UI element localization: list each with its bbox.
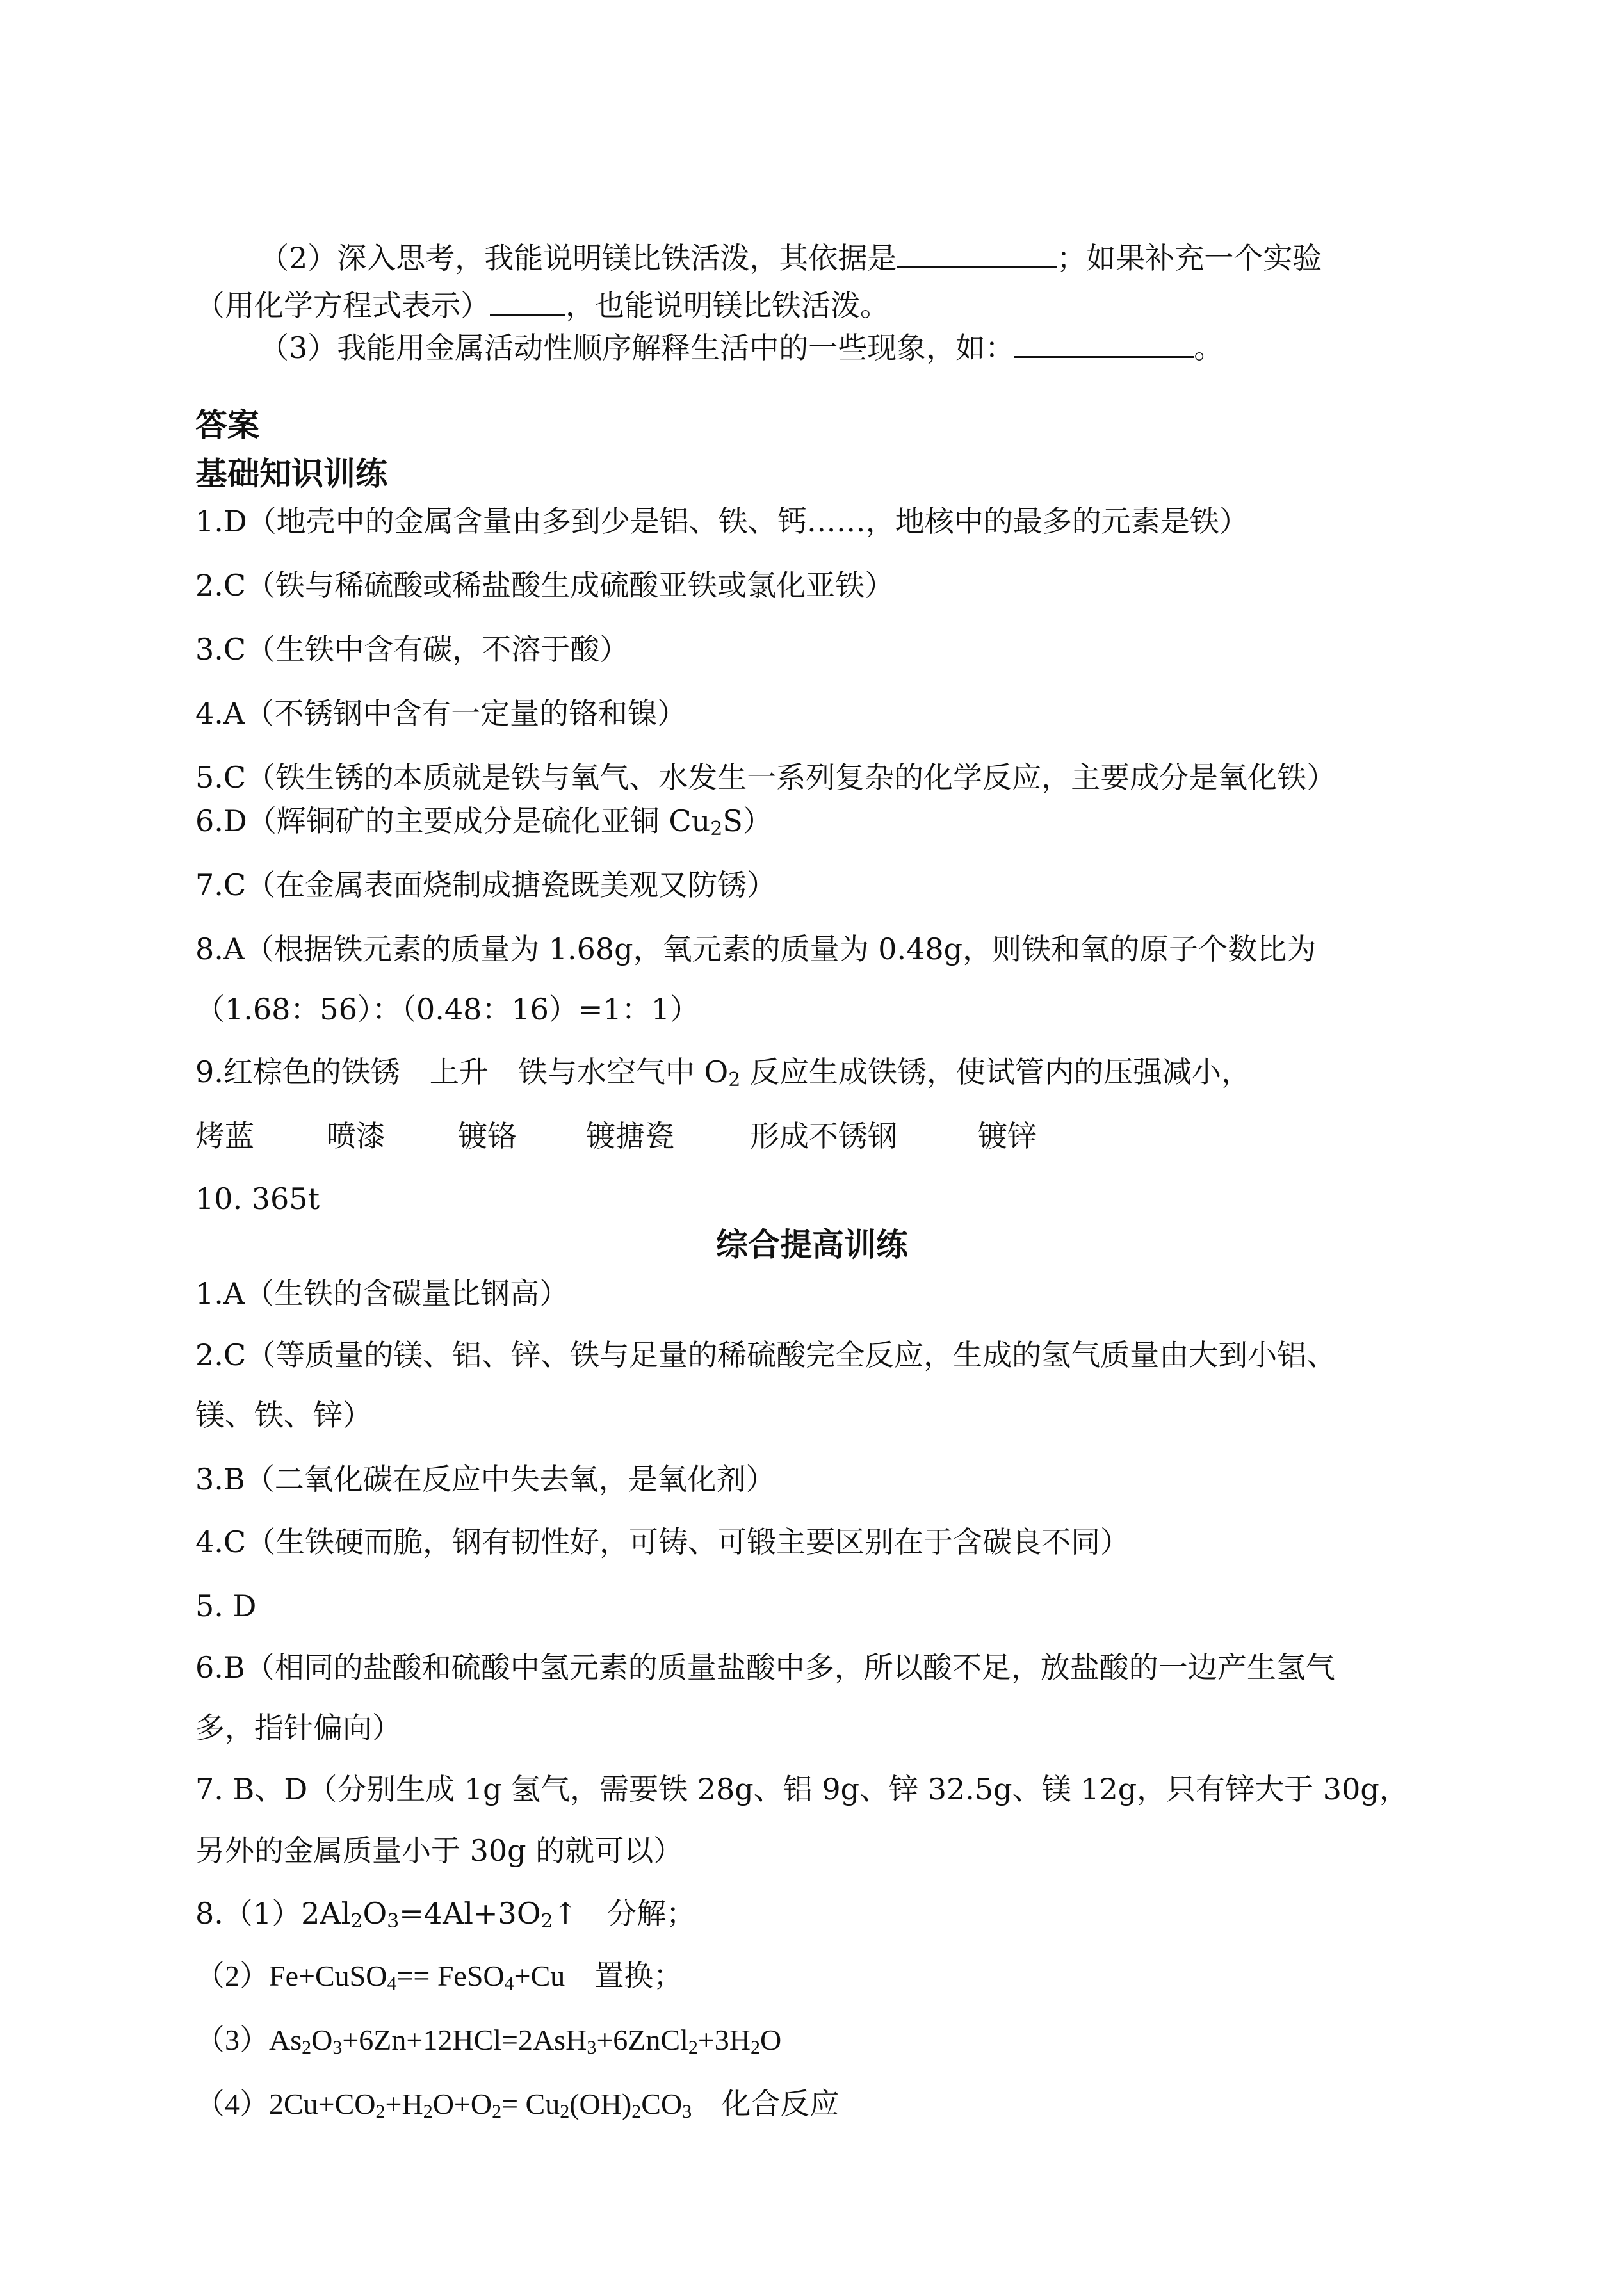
answer-adv-5: 5. D — [195, 1589, 257, 1623]
formula-part: =4Al+3O — [399, 1896, 541, 1931]
answer-adv-6-line2: 多，指针偏向） — [195, 1710, 402, 1745]
method-item: 镀铬 — [458, 1119, 517, 1153]
answer-adv-8-1 — [195, 1894, 695, 1933]
question2-line1 — [259, 238, 1322, 277]
section-heading-advanced: 综合提高训练 — [716, 1226, 908, 1263]
answer-basic-6 — [195, 802, 772, 840]
answer-basic-5: 5.C（铁生锈的本质就是铁与氧气、水发生一系列复杂的化学反应，主要成分是氧化铁） — [195, 760, 1336, 795]
formula-part: 8.（1）2Al — [195, 1896, 351, 1931]
question2-text-a: （2）深入思考，我能说明镁比铁活泼，其依据是 — [259, 241, 897, 275]
formula-part: == FeSO — [396, 1959, 505, 1992]
answer-adv-7-line2: 另外的金属质量小于 30g 的就可以） — [195, 1833, 683, 1868]
subscript: 2 — [375, 2101, 386, 2122]
method-item: 镀搪瓷 — [586, 1119, 674, 1153]
subscript: 2 — [710, 818, 723, 840]
question2-text-d: ，也能说明镁比铁活泼。 — [565, 288, 889, 323]
answer-adv-6-line1: 6.B（相同的盐酸和硫酸中氢元素的质量盐酸中多，所以酸不足，放盐酸的一边产生氢气 — [195, 1650, 1335, 1685]
answer-adv-2-line2: 镁、铁、锌） — [195, 1398, 372, 1432]
answer-adv-8-3 — [195, 2021, 781, 2059]
answer-basic-9-line1 — [195, 1053, 1251, 1091]
answer-basic-2: 2.C（铁与稀硫酸或稀盐酸生成硫酸亚铁或氯化亚铁） — [195, 568, 895, 603]
answers-heading: 答案 — [195, 407, 259, 444]
question2-line2 — [195, 286, 889, 325]
formula-part: （4）2Cu+CO — [195, 2088, 376, 2120]
method-item: 形成不锈钢 — [750, 1119, 897, 1153]
formula-part: = Cu — [501, 2088, 560, 2120]
formula-part: CO — [641, 2088, 683, 2120]
method-item: 镀锌 — [978, 1119, 1037, 1153]
answer-adv-3: 3.B（二氧化碳在反应中失去氧，是氧化剂） — [195, 1462, 775, 1496]
question3-text-b: 。 — [1194, 330, 1224, 365]
subscript: 3 — [332, 2037, 343, 2058]
answer-blank — [490, 286, 565, 316]
subscript: 2 — [751, 2037, 760, 2058]
formula-part: +H — [385, 2088, 423, 2120]
answer-adv-7-line1: 7. B、D（分别生成 1g 氢气，需要铁 28g、铝 9g、锌 32.5g、镁 12g，只有锌大于 30g， — [195, 1772, 1409, 1806]
answer-adv-8-2 — [195, 1957, 683, 1995]
question2-text-c: （用化学方程式表示） — [195, 288, 490, 323]
question2-text-b: ；如果补充一个实验 — [1057, 241, 1322, 275]
formula-part: +Cu 置换； — [514, 1959, 683, 1992]
answer-basic-3: 3.C（生铁中含有碳，不溶于酸） — [195, 632, 629, 667]
subscript: 2 — [350, 1910, 363, 1933]
answer-basic-1: 1.D（地壳中的金属含量由多到少是铝、铁、钙……，地核中的最多的元素是铁） — [195, 504, 1249, 539]
formula-part: +6ZnCl — [596, 2023, 688, 2056]
answer-basic-4: 4.A（不锈钢中含有一定量的铬和镍） — [195, 696, 687, 731]
answer-basic-6-tail: S） — [722, 804, 772, 838]
subscript: 3 — [387, 1910, 400, 1933]
formula-part: O+O — [432, 2088, 492, 2120]
subscript: 2 — [302, 2037, 312, 2058]
formula-part: (OH) — [569, 2088, 632, 2120]
answer-blank — [897, 238, 1057, 268]
subscript: 2 — [728, 1069, 741, 1091]
formula-part: （2）Fe+CuSO — [195, 1959, 387, 1992]
formula-part: +3H — [697, 2023, 751, 2056]
subscript: 2 — [631, 2101, 642, 2122]
answer-basic-6-text: 6.D（辉铜矿的主要成分是硫化亚铜 Cu — [195, 804, 711, 838]
formula-part: +6Zn+12HCl=2AsH — [342, 2023, 587, 2056]
subscript: 2 — [688, 2037, 698, 2058]
question3-line — [259, 328, 1223, 367]
answer-adv-4: 4.C（生铁硬而脆，钢有韧性好，可铸、可锻主要区别在于含碳良不同） — [195, 1525, 1130, 1559]
formula-part: ↑ 分解； — [553, 1896, 696, 1931]
answer-basic-8-line1: 8.A（根据铁元素的质量为 1.68g，氧元素的质量为 0.48g，则铁和氧的原子个数比为 — [195, 932, 1317, 966]
formula-part: O — [362, 1896, 387, 1931]
subscript: 3 — [587, 2037, 597, 2058]
method-item: 喷漆 — [327, 1119, 386, 1153]
subscript: 4 — [504, 1973, 514, 1994]
answer-blank — [1014, 328, 1194, 358]
subscript: 2 — [492, 2101, 502, 2122]
answer-basic-7: 7.C（在金属表面烧制成搪瓷既美观又防锈） — [195, 868, 777, 902]
formula-part: （3）As — [195, 2023, 302, 2056]
subscript: 4 — [387, 1973, 397, 1994]
answer-adv-2-line1: 2.C（等质量的镁、铝、锌、铁与足量的稀硫酸完全反应，生成的氢气质量由大到小铝、 — [195, 1338, 1336, 1372]
subscript: 3 — [682, 2101, 692, 2122]
subscript: 2 — [423, 2101, 433, 2122]
question3-text-a: （3）我能用金属活动性顺序解释生活中的一些现象，如： — [259, 330, 1015, 365]
method-item: 烤蓝 — [195, 1119, 254, 1153]
subscript: 2 — [540, 1910, 553, 1933]
subscript: 2 — [560, 2101, 570, 2122]
formula-part: 化合反应 — [692, 2088, 840, 2120]
formula-part: O — [760, 2023, 782, 2056]
answer-adv-8-4 — [195, 2085, 839, 2123]
answer-adv-1: 1.A（生铁的含碳量比钢高） — [195, 1276, 569, 1311]
answer-basic-9-text-b: 反应生成铁锈，使试管内的压强减小， — [740, 1055, 1251, 1089]
answer-basic-10: 10. 365t — [195, 1181, 320, 1216]
answer-basic-8-line2: （1.68：56）：（0.48：16）=1：1） — [195, 992, 699, 1026]
answer-basic-9-text-a: 9.红棕色的铁锈 上升 铁与水空气中 O — [195, 1055, 729, 1089]
section-heading-basic: 基础知识训练 — [195, 455, 387, 492]
formula-part: O — [311, 2023, 333, 2056]
